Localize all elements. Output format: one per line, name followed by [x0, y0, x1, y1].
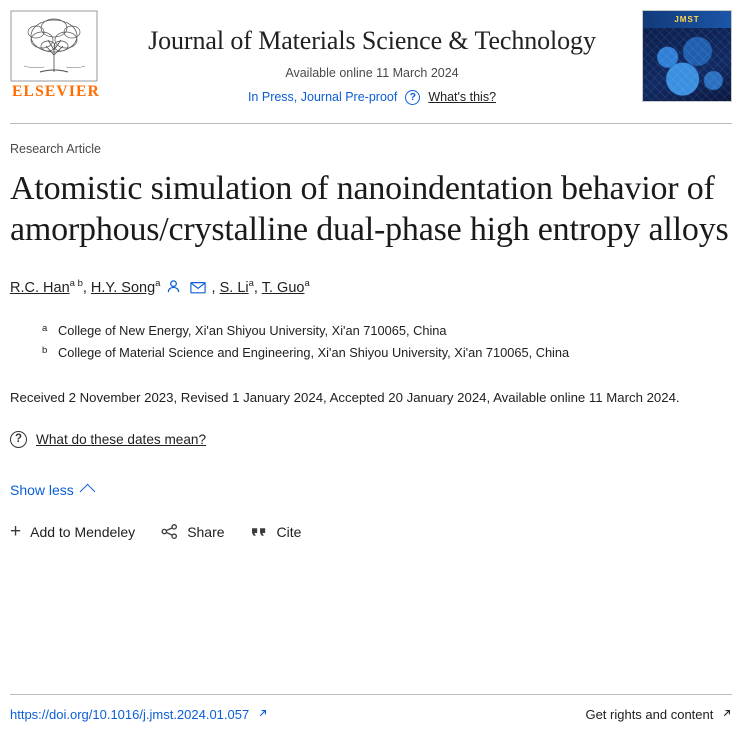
author-name[interactable]: R.C. Han	[10, 279, 70, 296]
get-rights-label: Get rights and content	[585, 707, 714, 722]
journal-header-center	[102, 8, 642, 105]
affiliation-text: College of Material Science and Engineering, Xi'an Shiyou University, Xi'an 710065, China	[58, 344, 570, 360]
elsevier-wordmark: ELSEVIER	[12, 83, 100, 100]
article-history: Received 2 November 2023, Revised 1 January 2024, Accepted 20 January 2024, Available online 11 March 2024.	[10, 390, 680, 406]
doi-link-wrap	[10, 707, 268, 722]
article-type-label: Research Article	[10, 142, 102, 156]
author-separator: ,	[253, 279, 258, 296]
elsevier-tree-icon	[10, 10, 98, 82]
page-header	[10, 0, 732, 124]
affiliation-list	[42, 320, 732, 365]
share-button[interactable]	[161, 524, 224, 540]
doi-bar	[10, 694, 732, 722]
quote-icon	[251, 525, 268, 539]
whats-this-link[interactable]: What's this?	[428, 90, 497, 105]
show-less-toggle[interactable]	[10, 482, 93, 498]
affiliation-text: College of New Energy, Xi'an Shiyou University, Xi'an 710065, China	[58, 322, 447, 338]
add-to-mendeley-label: Add to Mendeley	[30, 523, 136, 540]
cite-button[interactable]	[251, 524, 302, 540]
external-link-icon	[721, 707, 732, 722]
author-affiliation-marks: a b	[69, 277, 83, 289]
author-entry	[261, 277, 310, 296]
cover-journal-label: JMST	[643, 11, 731, 28]
author-name[interactable]: H.Y. Song	[90, 279, 156, 296]
author-entry	[90, 277, 161, 296]
author-entry	[219, 277, 258, 296]
person-icon[interactable]	[166, 279, 181, 302]
author-separator: ,	[211, 279, 216, 296]
author-list	[10, 277, 732, 302]
journal-title: Journal of Materials Science & Technology	[148, 26, 596, 55]
cite-label: Cite	[276, 523, 302, 540]
envelope-icon[interactable]	[190, 280, 206, 302]
journal-cover-image[interactable]	[642, 10, 732, 102]
press-status-row	[102, 90, 642, 105]
help-question-icon[interactable]: ?	[405, 90, 420, 105]
get-rights-and-content-link[interactable]	[585, 707, 732, 722]
available-online-text: Available online 11 March 2024	[285, 65, 459, 80]
affiliation-mark: a	[42, 322, 48, 334]
in-press-link[interactable]: In Press, Journal Pre-proof	[247, 90, 398, 105]
author-name[interactable]: S. Li	[219, 279, 249, 296]
what-do-these-dates-mean-link[interactable]: What do these dates mean?	[36, 431, 207, 447]
article-actions	[10, 520, 732, 542]
author-separator: ,	[82, 279, 87, 296]
dates-question-icon[interactable]: ?	[10, 431, 27, 448]
external-link-icon	[257, 707, 268, 722]
affiliation-item	[42, 342, 732, 364]
elsevier-logo[interactable]	[10, 8, 102, 101]
add-to-mendeley-button[interactable]	[10, 520, 136, 542]
affiliation-item	[42, 320, 732, 342]
affiliation-mark: b	[42, 344, 48, 356]
author-affiliation-marks: a	[248, 277, 254, 289]
doi-link[interactable]: https://doi.org/10.1016/j.jmst.2024.01.057	[10, 707, 250, 722]
show-less-label: Show less	[10, 481, 74, 498]
author-name[interactable]: T. Guo	[261, 279, 305, 296]
cover-artwork	[643, 28, 731, 101]
plus-icon: +	[10, 520, 22, 542]
share-icon	[161, 524, 178, 539]
author-entry	[10, 277, 87, 296]
author-affiliation-marks: a	[155, 277, 161, 289]
chevron-up-icon	[80, 483, 96, 499]
page-title: Atomistic simulation of nanoindentation behavior of amorphous/crystalline dual-phase high entropy alloys	[10, 170, 729, 249]
dates-help-row	[10, 431, 732, 448]
author-affiliation-marks: a	[304, 277, 310, 289]
share-label: Share	[187, 523, 225, 540]
